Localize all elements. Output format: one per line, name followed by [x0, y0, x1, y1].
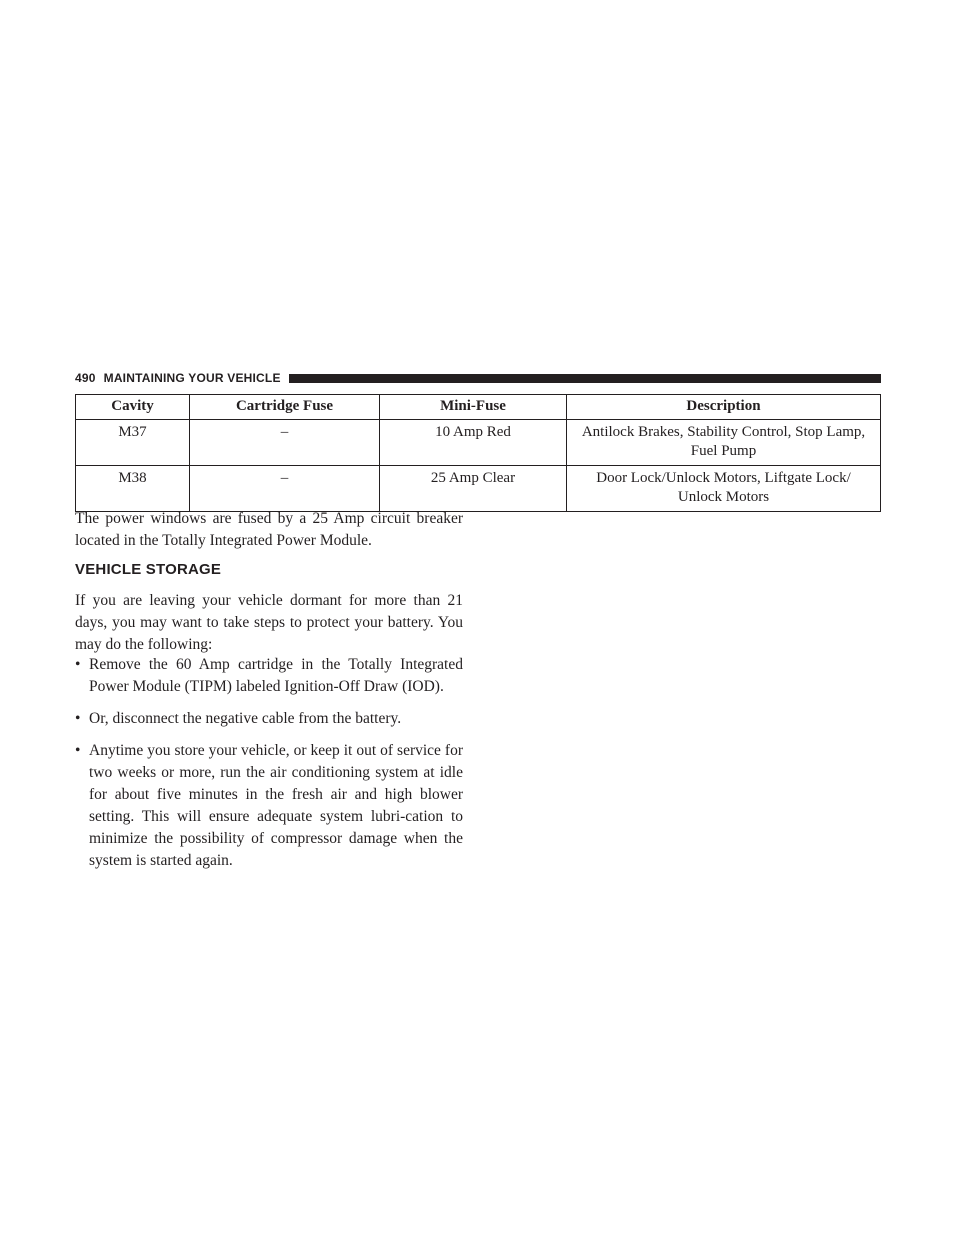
table-row [76, 466, 881, 512]
cell-cavity: M37 [76, 420, 190, 466]
fuse-table [75, 394, 881, 512]
description-line: Fuel Pump [690, 443, 757, 459]
cell-mini-fuse: 25 Amp Clear [380, 466, 567, 512]
page-number: 490 [75, 371, 96, 385]
bullet-icon: • [75, 710, 81, 727]
list-item [75, 740, 463, 872]
storage-bullet-list [75, 654, 463, 882]
description-line: Unlock Motors [677, 489, 770, 505]
table-row [76, 420, 881, 466]
cell-description [567, 420, 881, 466]
cell-cavity: M38 [76, 466, 190, 512]
cell-cartridge-fuse: – [190, 466, 380, 512]
list-item-text: Remove the 60 Amp cartridge in the Totally Integrated Power Module (TIPM) labeled Ignition-Off Draw (IOD). [89, 656, 463, 695]
page-header [75, 369, 881, 387]
section-heading: VEHICLE STORAGE [75, 561, 222, 578]
cell-description [567, 466, 881, 512]
storage-paragraph: If you are leaving your vehicle dormant for more than 21 days, you may want to take steps to protect your battery. You may do the following: [75, 592, 463, 653]
cell-mini-fuse: 10 Amp Red [380, 420, 567, 466]
bullet-icon: • [75, 656, 81, 673]
description-line: Antilock Brakes, Stability Control, Stop Lamp, [581, 424, 866, 440]
description-line: Door Lock/Unlock Motors, Liftgate Lock/ [596, 470, 851, 486]
section-title: MAINTAINING YOUR VEHICLE [103, 371, 281, 385]
intro-paragraph: The power windows are fused by a 25 Amp circuit breaker located in the Totally Integrated Power Module. [75, 510, 463, 549]
cell-cartridge-fuse: – [190, 420, 380, 466]
list-item-text: Or, disconnect the negative cable from the battery. [89, 710, 402, 727]
list-item-text: Anytime you store your vehicle, or keep it out of service for two weeks or more, run the air conditioning system at idle for about five minutes in the fresh air and high blower setting. This will ensure adequate system lubri-cation to minimize the possibility of compressor damage when the system is started again. [89, 742, 463, 869]
list-item [75, 654, 463, 698]
bullet-icon: • [75, 742, 81, 759]
column-header-cavity: Cavity [76, 395, 190, 420]
header-rule [289, 374, 881, 383]
column-header-description: Description [567, 395, 881, 420]
column-header-mini-fuse: Mini-Fuse [380, 395, 567, 420]
table-header-row [76, 395, 881, 420]
column-header-cartridge-fuse: Cartridge Fuse [190, 395, 380, 420]
list-item [75, 708, 463, 730]
